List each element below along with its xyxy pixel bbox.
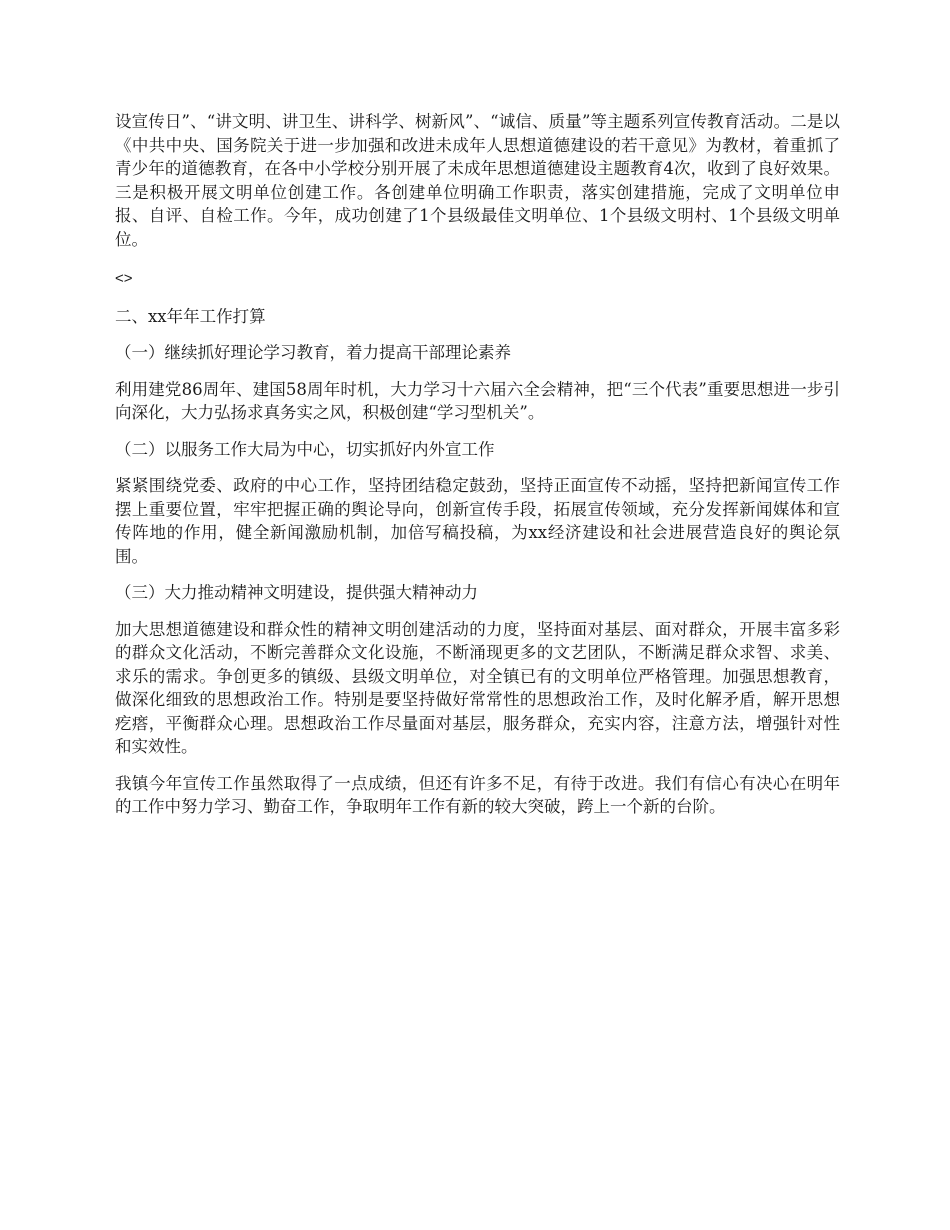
section-heading-plan: 二、xx年年工作打算 [115,306,266,326]
placeholder-marker: <> [115,270,133,287]
subheading-publicity: （二）以服务工作大局为中心，切实抓好内外宣工作 [115,439,495,459]
paragraph-civilization: 加大思想道德建设和群众性的精神文明创建活动的力度，坚持面对基层、面对群众，开展丰富多彩的群众文化活动，不断完善群众文化设施，不断涌现更多的文艺团队，不断满足群众求智、求美、求乐的需求。争创更多的镇级、县级文明单位，对全镇已有的文明单位严格管理。加强思想教育，做深化细致的思想政治工作。特别是要坚持做好常常性的思想政治工作，及时化解矛盾，解开思想疙瘩，平衡群众心理。思想政治工作尽量面对基层，服务群众，充实内容，注意方法，增强针对性和实效性。 [115,619,840,756]
subheading-civilization: （三）大力推动精神文明建设，提供强大精神动力 [115,583,478,602]
paragraph-work-summary: 设宣传日”、“讲文明、讲卫生、讲科学、树新风”、“诚信、质量”等主题系列宣传教育活动。二是以《中共中央、国务院关于进一步加强和改进未成年人思想道德建设的若干意见》为教材，着重抓了青少年的道德教育，在各中小学校分别开展了未成年思想道德建设主题教育4次，收到了良好效果。三是积极开展文明单位创建工作。各创建单位明确工作职责，落实创建措施，完成了文明单位申报、自评、自检工作。今年，成功创建了1个县级最佳文明单位、1个县级文明村、1个县级文明单位。 [115,112,840,249]
paragraph-conclusion: 我镇今年宣传工作虽然取得了一点成绩，但还有许多不足，有待于改进。我们有信心有决心在明年的工作中努力学习、勤奋工作，争取明年工作有新的较大突破，跨上一个新的台阶。 [115,773,840,816]
document-body [115,110,840,832]
paragraph-publicity: 紧紧围绕党委、政府的中心工作，坚持团结稳定鼓劲，坚持正面宣传不动摇，坚持把新闻宣传工作摆上重要位置，牢牢把握正确的舆论导向，创新宣传手段，拓展宣传领域，充分发挥新闻媒体和宣传阵地的作用，健全新闻激励机制，加倍写稿投稿，为xx经济建设和社会进展营造良好的舆论氛围。 [115,476,840,566]
paragraph-theory-study: 利用建党86周年、建国58周年时机，大力学习十六届六全会精神，把“三个代表”重要思想进一步引向深化，大力弘扬求真务实之风，积极创建“学习型机关”。 [115,379,840,422]
subheading-theory-study: （一）继续抓好理论学习教育，着力提高干部理论素养 [115,343,511,362]
